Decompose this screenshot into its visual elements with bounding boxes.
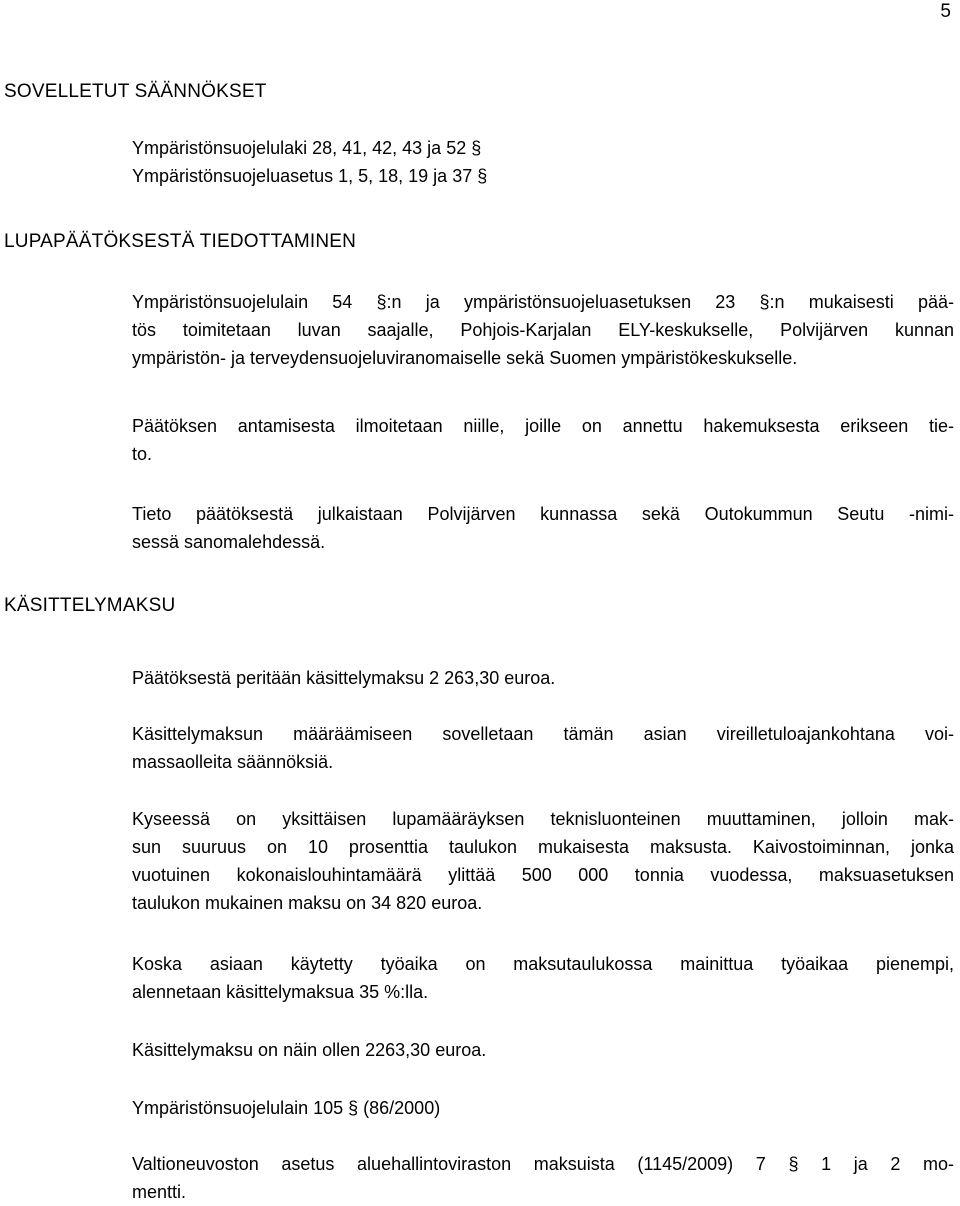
page-number: 5 [940, 1, 951, 22]
fee-paragraph-7 [132, 1150, 954, 1206]
text-line: Tieto päätöksestä julkaistaan Polvijärven kunnassa sekä Outokummun Seutu -nimi- [132, 504, 954, 524]
text-line: alennetaan käsittelymaksua 35 %:lla. [132, 982, 429, 1002]
text-line: sessä sanomalehdessä. [132, 532, 326, 552]
section-heading-applied-rules: SOVELLETUT SÄÄNNÖKSET [4, 81, 267, 102]
notification-paragraph-2 [132, 412, 954, 468]
text-line: Ympäristönsuojelulaki 28, 41, 42, 43 ja 52 § [132, 138, 482, 158]
fee-paragraph-4 [132, 950, 954, 1006]
text-line: Ympäristönsuojelulain 105 § (86/2000) [132, 1098, 441, 1118]
text-line: Päätöksestä peritään käsittelymaksu 2 263,30 euroa. [132, 668, 556, 688]
notification-paragraph-1 [132, 288, 954, 372]
text-line: Käsittelymaksun määräämiseen sovelletaan tämän asian vireilletuloajankohtana voi- [132, 724, 954, 744]
text-line: Päätöksen antamisesta ilmoitetaan niille, joille on annettu hakemuksesta erikseen tie- [132, 416, 954, 436]
text-line: Valtioneuvoston asetus aluehallintoviraston maksuista (1145/2009) 7 § 1 ja 2 mo- [132, 1154, 954, 1174]
text-line: Koska asiaan käytetty työaika on maksutaulukossa mainittua työaikaa pienempi, [132, 954, 954, 974]
text-line: Käsittelymaksu on näin ollen 2263,30 euroa. [132, 1040, 487, 1060]
section-heading-notification: LUPAPÄÄTÖKSESTÄ TIEDOTTAMINEN [4, 231, 357, 252]
text-line: tös toimitetaan luvan saajalle, Pohjois-Karjalan ELY-keskukselle, Polvijärven kunnan [132, 320, 954, 340]
text-line: taulukon mukainen maksu on 34 820 euroa. [132, 893, 483, 913]
text-line: vuotuinen kokonaislouhintamäärä ylittää 500 000 tonnia vuodessa, maksuasetuksen [132, 865, 954, 885]
fee-paragraph-3 [132, 805, 954, 917]
text-line: to. [132, 444, 153, 464]
fee-paragraph-1 [132, 664, 954, 692]
fee-paragraph-6 [132, 1094, 954, 1122]
text-line: Kyseessä on yksittäisen lupamääräyksen teknisluonteinen muuttaminen, jolloin mak- [132, 809, 954, 829]
applied-rules-paragraph [132, 134, 954, 190]
notification-paragraph-3 [132, 500, 954, 556]
fee-paragraph-5 [132, 1036, 954, 1064]
text-line: sun suuruus on 10 prosenttia taulukon mukaisesta maksusta. Kaivostoiminnan, jonka [132, 837, 954, 857]
section-heading-fee: KÄSITTELYMAKSU [4, 595, 176, 616]
text-line: Ympäristönsuojeluasetus 1, 5, 18, 19 ja 37 § [132, 166, 488, 186]
text-line: mentti. [132, 1182, 187, 1202]
text-line: massaolleita säännöksiä. [132, 752, 334, 772]
fee-paragraph-2 [132, 720, 954, 776]
text-line: Ympäristönsuojelulain 54 §:n ja ympäristönsuojeluasetuksen 23 §:n mukaisesti pää- [132, 292, 954, 312]
text-line: ympäristön- ja terveydensuojeluviranomaiselle sekä Suomen ympäristökeskukselle. [132, 348, 798, 368]
